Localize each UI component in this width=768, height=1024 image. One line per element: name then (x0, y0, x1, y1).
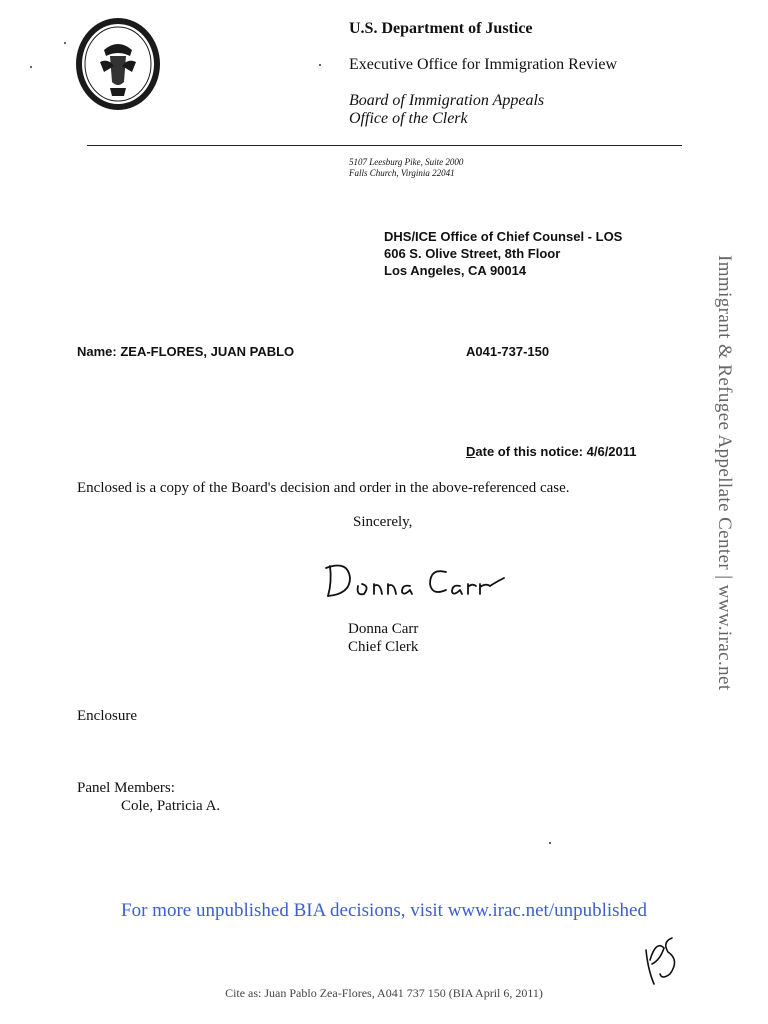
board-name: Board of Immigration Appeals (349, 92, 545, 109)
panel-member: Cole, Patricia A. (121, 798, 221, 814)
unpublished-decisions-link[interactable]: For more unpublished BIA decisions, visit www.irac.net/unpublished (121, 900, 647, 921)
alien-number: A041-737-150 (466, 344, 550, 359)
notice-date (466, 444, 637, 459)
notice-date-text: ate of this notice: 4/6/2011 (475, 444, 637, 459)
doj-seal-logo (74, 16, 162, 112)
office-name: Executive Office for Immigration Review (349, 56, 618, 73)
recipient-line-3: Los Angeles, CA 90014 (384, 263, 527, 278)
recipient-line-1: DHS/ICE Office of Chief Counsel - LOS (384, 229, 623, 244)
recipient-address (384, 228, 622, 279)
panel-members-label: Panel Members: (77, 780, 175, 796)
handwritten-signature (322, 556, 512, 604)
scan-speck (549, 842, 551, 844)
scan-speck (319, 64, 321, 66)
citation: Cite as: Juan Pablo Zea-Flores, A041 737 150 (BIA April 6, 2011) (225, 986, 543, 1000)
address-line-1: 5107 Leesburg Pike, Suite 2000 (349, 157, 464, 167)
respondent-name: Name: ZEA-FLORES, JUAN PABLO (77, 344, 295, 359)
closing: Sincerely, (353, 514, 413, 530)
body-text: Enclosed is a copy of the Board's decision and order in the above-referenced case. (77, 480, 570, 496)
enclosure-label: Enclosure (77, 708, 137, 724)
scan-speck (64, 42, 66, 44)
signer-name: Donna Carr (348, 621, 419, 637)
recipient-line-2: 606 S. Olive Street, 8th Floor (384, 246, 561, 261)
signer-title: Chief Clerk (348, 639, 419, 655)
department-title: U.S. Department of Justice (349, 20, 533, 37)
office-address (349, 157, 463, 179)
handwritten-initials (640, 930, 684, 990)
panel-members (77, 779, 220, 815)
notice-date-initial: D (466, 444, 476, 459)
side-watermark-text: Immigrant & Refugee Appellate Center | www.irac.net (714, 255, 735, 691)
side-watermark (707, 255, 747, 775)
address-line-2: Falls Church, Virginia 22041 (349, 168, 455, 178)
signer-block (348, 620, 418, 656)
scan-speck (30, 66, 32, 68)
header-divider (87, 145, 682, 146)
clerk-office-name: Office of the Clerk (349, 110, 468, 127)
